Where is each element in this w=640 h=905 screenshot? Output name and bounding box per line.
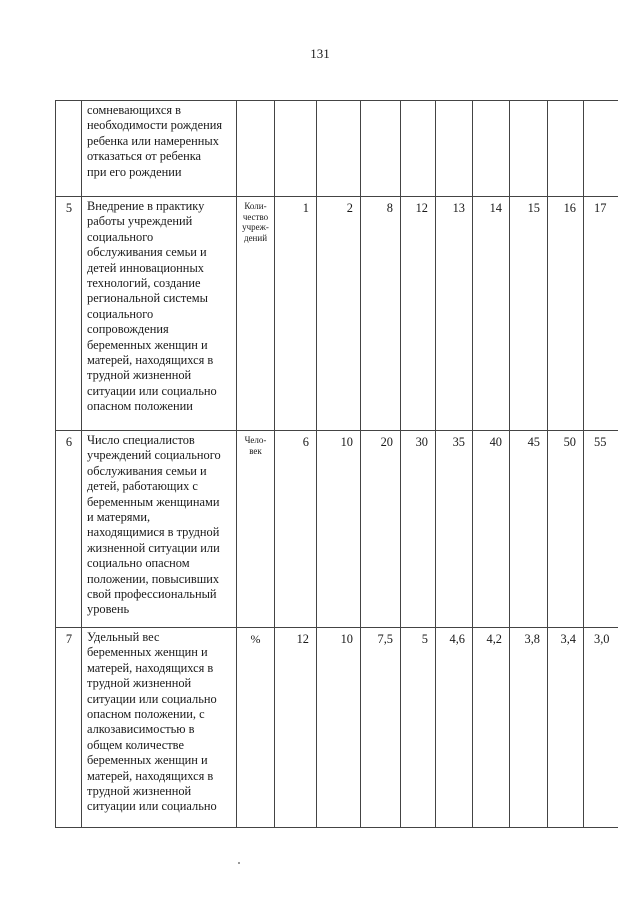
unit-of-measure: %	[237, 628, 275, 828]
value-cell: 40	[473, 431, 510, 628]
value-cell	[275, 101, 317, 197]
value-cell: 16	[548, 197, 584, 431]
value-cell: 50	[548, 431, 584, 628]
unit-of-measure: Чело- век	[237, 431, 275, 628]
value-cell: 1	[275, 197, 317, 431]
value-cell: 15	[510, 197, 548, 431]
value-cell	[401, 101, 436, 197]
table-row	[56, 431, 618, 628]
value-cell	[548, 101, 584, 197]
unit-of-measure	[237, 101, 275, 197]
value-cell: 30	[401, 431, 436, 628]
indicator-name: Удельный вес беременных женщин и матерей, находящихся в трудной жизненной ситуации или социально опасном положении, с алкозависимостью в общем количестве беременных женщин и матерей, находящихся в трудной жизненной ситуации или социально	[82, 628, 237, 828]
value-cell: 45	[510, 431, 548, 628]
value-cell: 12	[275, 628, 317, 828]
indicator-name: сомневающихся в необходимости рождения ребенка или намеренных отказаться от ребенка при его рождении	[82, 101, 237, 197]
table-row	[56, 197, 618, 431]
value-cell: 3,4	[548, 628, 584, 828]
value-cell: 5	[401, 628, 436, 828]
value-cell	[510, 101, 548, 197]
row-number: 7	[56, 628, 82, 828]
value-cell: 8	[361, 197, 401, 431]
page-number: 131	[310, 46, 330, 61]
value-cell: 3,8	[510, 628, 548, 828]
value-cell	[473, 101, 510, 197]
value-cell: 10	[317, 431, 361, 628]
value-cell: 13	[436, 197, 473, 431]
value-cell	[317, 101, 361, 197]
value-cell	[584, 101, 618, 197]
table-row	[56, 628, 618, 828]
value-cell: 3,0	[584, 628, 618, 828]
indicator-name: Число специалистов учреждений социального обслуживания семьи и детей, работающих с беременным женщинами и матерями, находящимися в трудной жизненной ситуации или социально опасном положении, повысивших свой профессиональный уровень	[82, 431, 237, 628]
value-cell	[361, 101, 401, 197]
value-cell: 20	[361, 431, 401, 628]
value-cell: 17	[584, 197, 618, 431]
row-number	[56, 101, 82, 197]
unit-of-measure: Коли- чество учреж- дений	[237, 197, 275, 431]
value-cell: 35	[436, 431, 473, 628]
row-number: 5	[56, 197, 82, 431]
indicators-table	[55, 100, 618, 828]
value-cell	[436, 101, 473, 197]
indicator-name: Внедрение в практику работы учреждений социального обслуживания семьи и детей инновационных технологий, создание региональной системы социального сопровождения беременных женщин и матерей, находящихся в трудной жизненной ситуации или социально опасном положении	[82, 197, 237, 431]
value-cell: 4,6	[436, 628, 473, 828]
value-cell: 7,5	[361, 628, 401, 828]
value-cell: 2	[317, 197, 361, 431]
value-cell: 12	[401, 197, 436, 431]
value-cell: 10	[317, 628, 361, 828]
row-number: 6	[56, 431, 82, 628]
value-cell: 14	[473, 197, 510, 431]
value-cell: 55	[584, 431, 618, 628]
value-cell: 6	[275, 431, 317, 628]
scan-speck	[238, 862, 240, 864]
table-row	[56, 101, 618, 197]
value-cell: 4,2	[473, 628, 510, 828]
